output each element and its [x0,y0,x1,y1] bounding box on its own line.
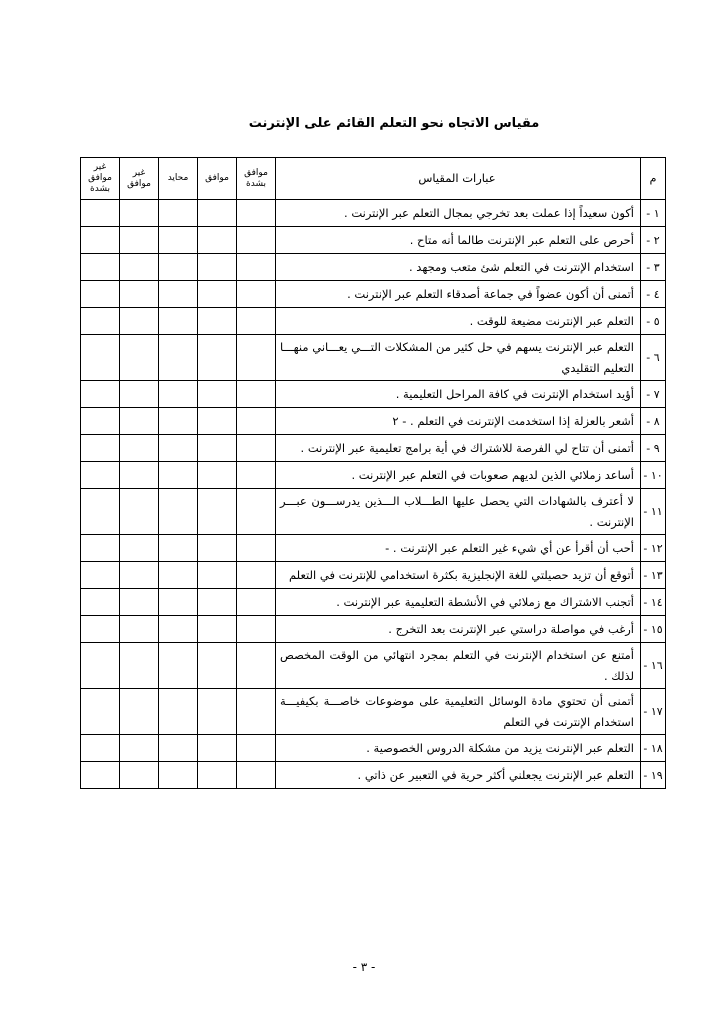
response-cell-neutral[interactable] [159,227,198,254]
response-cell-strongly-agree[interactable] [237,589,276,616]
item-number: ١٠ - [641,462,666,489]
response-cell-strongly-agree[interactable] [237,462,276,489]
response-cell-disagree[interactable] [120,735,159,762]
item-statement: أؤيد استخدام الإنترنت في كافة المراحل التعليمية . [276,381,641,408]
response-cell-strongly-disagree[interactable] [81,535,120,562]
response-cell-disagree[interactable] [120,689,159,735]
response-cell-strongly-disagree[interactable] [81,643,120,689]
response-cell-strongly-agree[interactable] [237,381,276,408]
response-cell-disagree[interactable] [120,616,159,643]
response-cell-neutral[interactable] [159,408,198,435]
response-cell-strongly-agree[interactable] [237,335,276,381]
response-cell-strongly-agree[interactable] [237,562,276,589]
response-cell-agree[interactable] [198,689,237,735]
response-cell-agree[interactable] [198,462,237,489]
item-statement: التعلم عبر الإنترنت يسهم في حل كثير من المشكلات التـــي يعـــاني منهـــا التعليم التقليدي [276,335,641,381]
scale-table [80,157,666,789]
response-cell-agree[interactable] [198,762,237,789]
response-cell-agree[interactable] [198,735,237,762]
item-number: ١٢ - [641,535,666,562]
header-option-agree: موافق [198,158,237,200]
response-cell-neutral[interactable] [159,689,198,735]
table-row [81,643,666,689]
response-cell-strongly-disagree[interactable] [81,308,120,335]
item-number: ١٣ - [641,562,666,589]
table-header-row [81,158,666,200]
item-statement: أساعد زملائي الذين لديهم صعوبات في التعلم عبر الإنترنت . [276,462,641,489]
table-row [81,589,666,616]
response-cell-strongly-disagree[interactable] [81,200,120,227]
header-statement: عبارات المقياس [276,158,641,200]
item-number: ٩ - [641,435,666,462]
table-row [81,335,666,381]
response-cell-disagree[interactable] [120,200,159,227]
response-cell-neutral[interactable] [159,762,198,789]
response-cell-strongly-agree[interactable] [237,254,276,281]
item-statement: التعلم عبر الإنترنت مضيعة للوقت . [276,308,641,335]
response-cell-agree[interactable] [198,281,237,308]
response-cell-strongly-agree[interactable] [237,689,276,735]
response-cell-disagree[interactable] [120,335,159,381]
item-number: ١٧ - [641,689,666,735]
header-num: م [641,158,666,200]
item-statement: أحرص على التعلم عبر الإنترنت طالما أنه متاح . [276,227,641,254]
response-cell-neutral[interactable] [159,308,198,335]
response-cell-neutral[interactable] [159,335,198,381]
item-number: ٦ - [641,335,666,381]
response-cell-agree[interactable] [198,254,237,281]
response-cell-strongly-agree[interactable] [237,200,276,227]
item-number: ١٨ - [641,735,666,762]
table-row [81,381,666,408]
item-statement: أحب أن أقرأ عن أي شيء غير التعلم عبر الإنترنت . - [276,535,641,562]
response-cell-strongly-agree[interactable] [237,227,276,254]
response-cell-disagree[interactable] [120,462,159,489]
response-cell-disagree[interactable] [120,762,159,789]
response-cell-strongly-agree[interactable] [237,308,276,335]
table-row [81,489,666,535]
header-option-strongly-disagree: غير موافق بشدة [81,158,120,200]
response-cell-disagree[interactable] [120,308,159,335]
response-cell-neutral[interactable] [159,281,198,308]
response-cell-agree[interactable] [198,643,237,689]
response-cell-strongly-agree[interactable] [237,735,276,762]
response-cell-neutral[interactable] [159,562,198,589]
response-cell-strongly-disagree[interactable] [81,735,120,762]
item-statement: أتمنى أن أكون عضواً في جماعة أصدقاء التعلم عبر الإنترنت . [276,281,641,308]
header-option-disagree: غير موافق [120,158,159,200]
response-cell-strongly-disagree[interactable] [81,489,120,535]
response-cell-neutral[interactable] [159,462,198,489]
item-number: ١ - [641,200,666,227]
response-cell-neutral[interactable] [159,489,198,535]
page-number: - ٣ - [352,960,376,974]
response-cell-strongly-agree[interactable] [237,408,276,435]
page-title: مقياس الاتجاه نحو التعلم القائم على الإنترنت [248,116,540,131]
item-number: ٨ - [641,408,666,435]
response-cell-strongly-disagree[interactable] [81,689,120,735]
item-statement: أتمنى أن تحتوي مادة الوسائل التعليمية على موضوعات خاصـــة بكيفيـــة استخدام الإنترنت في التعلم [276,689,641,735]
response-cell-disagree[interactable] [120,562,159,589]
response-cell-agree[interactable] [198,408,237,435]
response-cell-disagree[interactable] [120,535,159,562]
table-row [81,616,666,643]
item-number: ١٥ - [641,616,666,643]
table-row [81,408,666,435]
response-cell-strongly-disagree[interactable] [81,254,120,281]
response-cell-neutral[interactable] [159,200,198,227]
response-cell-agree[interactable] [198,489,237,535]
response-cell-disagree[interactable] [120,227,159,254]
item-number: ٣ - [641,254,666,281]
response-cell-disagree[interactable] [120,489,159,535]
response-cell-strongly-disagree[interactable] [81,589,120,616]
response-cell-agree[interactable] [198,335,237,381]
response-cell-agree[interactable] [198,308,237,335]
response-cell-neutral[interactable] [159,616,198,643]
item-statement: أكون سعيداً إذا عملت بعد تخرجي بمجال التعلم عبر الإنترنت . [276,200,641,227]
response-cell-neutral[interactable] [159,735,198,762]
response-cell-strongly-disagree[interactable] [81,435,120,462]
item-number: ١١ - [641,489,666,535]
table-row [81,735,666,762]
table-row [81,435,666,462]
item-statement: أتمنى أن تتاح لي الفرصة للاشتراك في أية برامج تعليمية عبر الإنترنت . [276,435,641,462]
response-cell-agree[interactable] [198,535,237,562]
response-cell-neutral[interactable] [159,381,198,408]
item-number: ١٦ - [641,643,666,689]
response-cell-disagree[interactable] [120,589,159,616]
item-number: ٢ - [641,227,666,254]
item-statement: أمتنع عن استخدام الإنترنت في التعلم بمجرد انتهائي من الوقت المخصص لذلك . [276,643,641,689]
response-cell-agree[interactable] [198,435,237,462]
table-row [81,227,666,254]
response-cell-strongly-agree[interactable] [237,489,276,535]
table-row [81,562,666,589]
item-statement: التعلم عبر الإنترنت يزيد من مشكلة الدروس الخصوصية . [276,735,641,762]
item-number: ١٤ - [641,589,666,616]
response-cell-strongly-disagree[interactable] [81,462,120,489]
response-cell-strongly-agree[interactable] [237,281,276,308]
response-cell-neutral[interactable] [159,589,198,616]
response-cell-agree[interactable] [198,562,237,589]
response-cell-disagree[interactable] [120,408,159,435]
response-cell-strongly-disagree[interactable] [81,408,120,435]
response-cell-strongly-disagree[interactable] [81,616,120,643]
table-row [81,254,666,281]
response-cell-strongly-agree[interactable] [237,535,276,562]
item-number: ٥ - [641,308,666,335]
response-cell-strongly-agree[interactable] [237,435,276,462]
table-row [81,281,666,308]
item-number: ٧ - [641,381,666,408]
response-cell-strongly-agree[interactable] [237,643,276,689]
response-cell-agree[interactable] [198,381,237,408]
response-cell-strongly-agree[interactable] [237,762,276,789]
item-number: ٤ - [641,281,666,308]
response-cell-strongly-disagree[interactable] [81,227,120,254]
response-cell-strongly-disagree[interactable] [81,562,120,589]
table-row [81,462,666,489]
response-cell-strongly-disagree[interactable] [81,281,120,308]
response-cell-disagree[interactable] [120,381,159,408]
response-cell-agree[interactable] [198,200,237,227]
item-statement: التعلم عبر الإنترنت يجعلني أكثر حرية في التعبير عن ذاتي . [276,762,641,789]
response-cell-disagree[interactable] [120,643,159,689]
response-cell-agree[interactable] [198,589,237,616]
response-cell-agree[interactable] [198,227,237,254]
response-cell-neutral[interactable] [159,643,198,689]
item-statement: أشعر بالعزلة إذا استخدمت الإنترنت في التعلم . - ٢ [276,408,641,435]
table-row [81,762,666,789]
response-cell-neutral[interactable] [159,535,198,562]
table-row [81,689,666,735]
response-cell-agree[interactable] [198,616,237,643]
response-cell-disagree[interactable] [120,281,159,308]
response-cell-strongly-disagree[interactable] [81,335,120,381]
item-statement: أتجنب الاشتراك مع زملائي في الأنشطة التعليمية عبر الإنترنت . [276,589,641,616]
item-statement: لا أعترف بالشهادات التي يحصل عليها الطـــلاب الـــذين يدرســـون عبـــر الإنترنت . [276,489,641,535]
response-cell-disagree[interactable] [120,254,159,281]
header-option-neutral: محايد [159,158,198,200]
response-cell-strongly-disagree[interactable] [81,762,120,789]
response-cell-disagree[interactable] [120,435,159,462]
table-row [81,535,666,562]
response-cell-neutral[interactable] [159,435,198,462]
table-row [81,200,666,227]
response-cell-strongly-agree[interactable] [237,616,276,643]
response-cell-strongly-disagree[interactable] [81,381,120,408]
header-option-strongly-agree: موافق بشدة [237,158,276,200]
item-statement: أرغب في مواصلة دراستي عبر الإنترنت بعد التخرج . [276,616,641,643]
response-cell-neutral[interactable] [159,254,198,281]
item-number: ١٩ - [641,762,666,789]
item-statement: استخدام الإنترنت في التعلم شئ متعب ومجهد . [276,254,641,281]
table-row [81,308,666,335]
item-statement: أتوقع أن تزيد حصيلتي للغة الإنجليزية بكثرة استخدامي للإنترنت في التعلم [276,562,641,589]
